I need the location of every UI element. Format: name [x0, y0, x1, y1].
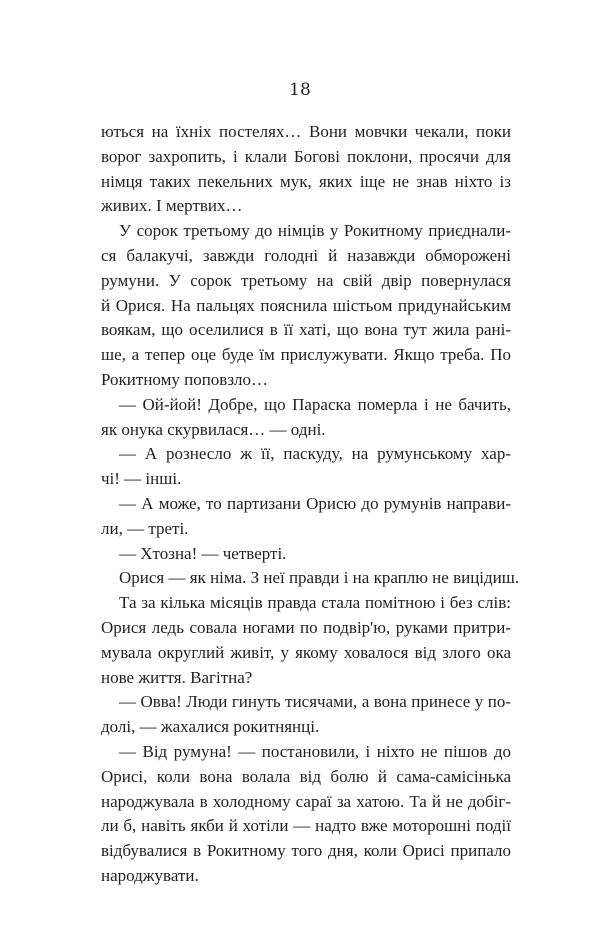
- text-line: — А може, то партизани Орисю до румунів направи-: [119, 493, 511, 513]
- text-line: Та за кілька місяців правда стала помітною і без слів:: [119, 593, 511, 613]
- text-line: ся балакучі, завжди голодні й назавжди обморожені: [101, 245, 511, 265]
- paragraph: [101, 442, 511, 492]
- body-text: [101, 120, 520, 889]
- paragraph: [101, 591, 511, 690]
- page-number: 18: [289, 80, 311, 100]
- text-line: — Від румуна! — постановили, і ніхто не пішов до: [119, 741, 511, 761]
- paragraph: [101, 492, 511, 542]
- text-line: ше, а тепер оце буде їм прислужувати. Якщо треба. По: [101, 345, 511, 365]
- text-line: Орися ледь совала ногами по подвір'ю, руками притри-: [101, 617, 511, 637]
- text-line: У сорок третьому до німців у Рокитному приєднали-: [119, 221, 511, 241]
- text-line: — А рознесло ж її, паскуду, на румунському хар-: [119, 444, 511, 464]
- paragraph: [101, 219, 511, 393]
- paragraph: [101, 542, 511, 567]
- paragraph: [101, 393, 511, 443]
- paragraph: [101, 690, 511, 740]
- text-line: Рокитному поповзло…: [101, 369, 269, 389]
- text-line: Орисі, коли вона волала від болю й сама-самісінька: [101, 766, 511, 786]
- paragraph: [101, 566, 520, 591]
- text-line: ються на їхніх постелях… Вони мовчки чекали, поки: [101, 122, 511, 141]
- text-line: румуни. У сорок третьому на свій двір повернулася: [101, 270, 511, 290]
- text-line: ли, — треті.: [101, 518, 189, 538]
- text-line: ли б, навіть якби й хотіли — надто вже моторошні події: [101, 816, 511, 836]
- text-line: мувала округлий живіт, у якому ховалося від злого ока: [101, 642, 511, 662]
- text-line: Орися — як німа. З неї правди і на краплю не вицідиш.: [119, 568, 520, 588]
- text-line: як онука скурвилася… — одні.: [101, 419, 326, 439]
- text-line: — Ой-йой! Добре, що Параска померла і не бачить,: [119, 394, 511, 414]
- text-line: живих. І мертвих…: [101, 196, 243, 216]
- text-line: нове життя. Вагітна?: [101, 667, 253, 687]
- text-line: долі, — жахалися рокитнянці.: [101, 717, 320, 737]
- text-line: ворог захропить, і клали Богові поклони, просячи для: [101, 146, 511, 166]
- text-line: народжувати.: [101, 865, 199, 885]
- text-line: воякам, що оселилися в її хаті, що вона тут жила рані-: [101, 320, 511, 340]
- text-line: чі! — інші.: [101, 469, 182, 489]
- text-line: й Орися. На пальцях пояснила шістьом придунайським: [101, 295, 511, 315]
- text-line: — Овва! Люди гинуть тисячами, а вона принесе у по-: [119, 692, 511, 712]
- text-line: — Хтозна! — четверті.: [119, 543, 287, 563]
- paragraph: [101, 120, 511, 219]
- text-line: народжувала в холодному сараї за хатою. Та й не добіг-: [101, 791, 511, 811]
- text-line: німця таких пекельних мук, яких іще не знав ніхто із: [101, 171, 511, 191]
- text-line: відбувалися в Рокитному того дня, коли Орисі припало: [101, 841, 511, 861]
- paragraph: [101, 740, 511, 889]
